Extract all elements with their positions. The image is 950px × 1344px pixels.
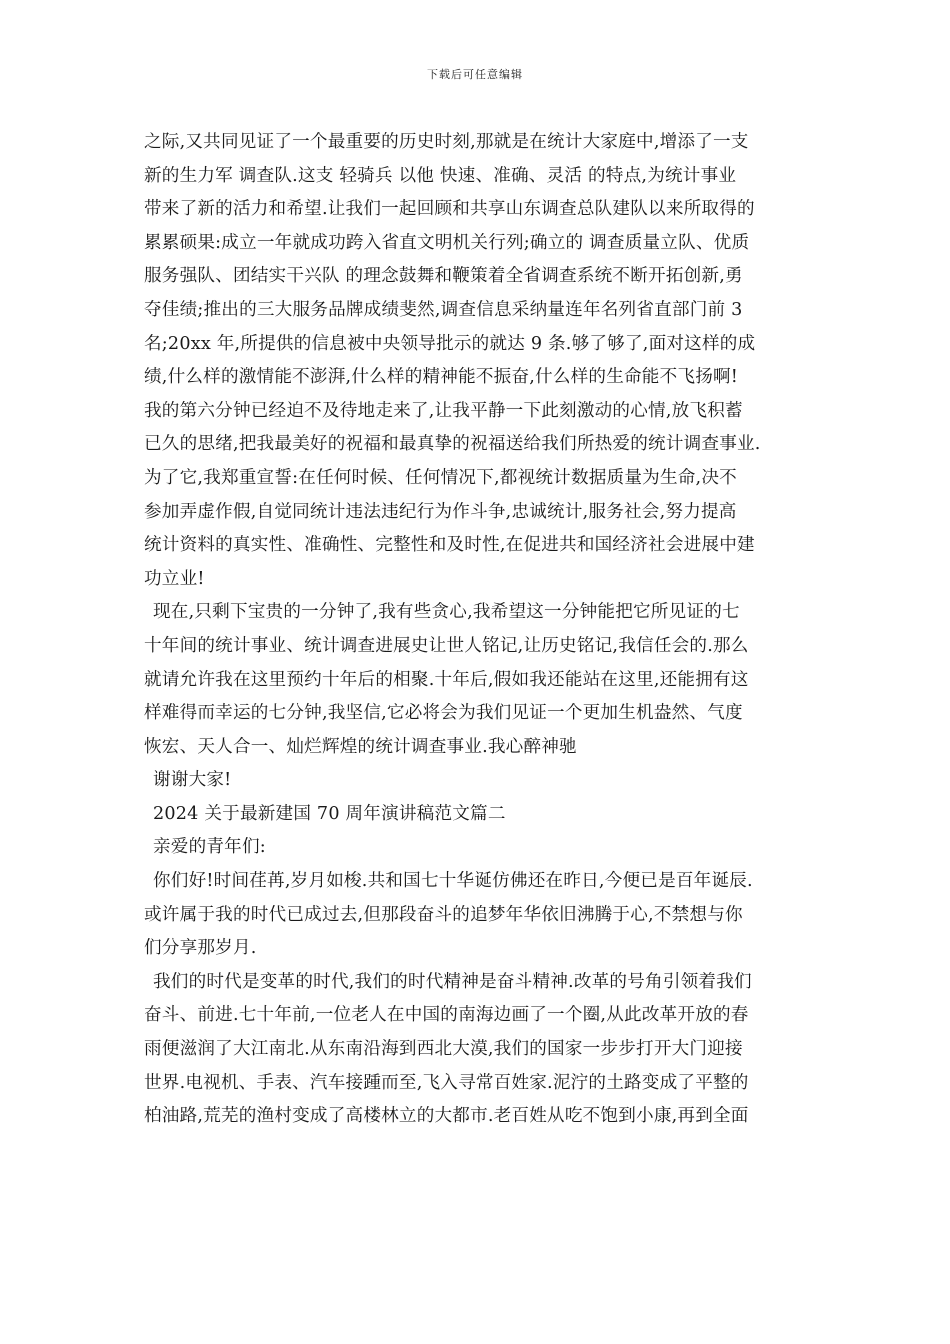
text-line: 夺佳绩;推出的三大服务品牌成绩斐然,调查信息采纳量连年名列省直部门前 3 (144, 299, 743, 320)
text-line: 之际,又共同见证了一个最重要的历史时刻,那就是在统计大家庭中,增添了一支 (144, 132, 749, 152)
text-line: 功立业! (144, 568, 205, 589)
text-line: 十年间的统计事业、统计调查进展史让世人铭记,让历史铭记,我信任会的.那么 (144, 635, 749, 656)
text-line: 服务强队、团结实干兴队 的理念鼓舞和鞭策着全省调查系统不断开拓创新,勇 (144, 266, 743, 287)
text-line: 2024 关于最新建国 70 周年演讲稿范文篇二 (153, 803, 506, 824)
text-line: 我们的时代是变革的时代,我们的时代精神是奋斗精神.改革的号角引领着我们 (153, 971, 752, 992)
document-body (144, 126, 814, 1134)
text-line: 绩,什么样的激情能不澎湃,什么样的精神能不振奋,什么样的生命能不飞扬啊! (144, 367, 739, 388)
text-line: 新的生力军 调查队.这支 轻骑兵 以他 快速、准确、灵活 的特点,为统计事业 (144, 165, 737, 186)
text-line: 带来了新的活力和希望.让我们一起回顾和共享山东调查总队建队以来所取得的 (144, 199, 755, 220)
text-line: 谢谢大家! (153, 770, 232, 791)
text-line: 就请允许我在这里预约十年后的相聚.十年后,假如我还能站在这里,还能拥有这 (144, 669, 749, 690)
text-line: 现在,只剩下宝贵的一分钟了,我有些贪心,我希望这一分钟能把它所见证的七 (153, 602, 740, 623)
text-line: 已久的思绪,把我最美好的祝福和最真挚的祝福送给我们所热爱的统计调查事业. (144, 434, 761, 455)
text-line: 你们好!时间荏苒,岁月如梭.共和国七十华诞仿佛还在昨日,今便已是百年诞辰. (153, 871, 753, 892)
text-line: 统计资料的真实性、准确性、完整性和及时性,在促进共和国经济社会进展中建 (144, 535, 755, 556)
page-header: 下载后可任意编辑 (427, 68, 523, 81)
text-line: 为了它,我郑重宣誓:在任何时候、任何情况下,都视统计数据质量为生命,决不 (144, 467, 737, 488)
text-line: 我的第六分钟已经迫不及待地走来了,让我平静一下此刻激动的心情,放飞积蓄 (144, 400, 743, 421)
text-line: 们分享那岁月. (144, 938, 257, 959)
text-line: 名;20xx 年,所提供的信息被中央领导批示的就达 9 条.够了够了,面对这样的成 (144, 333, 756, 354)
text-line: 或许属于我的时代已成过去,但那段奋斗的追梦年华依旧沸腾于心,不禁想与你 (144, 904, 743, 925)
text-line: 柏油路,荒芜的渔村变成了高楼林立的大都市.老百姓从吃不饱到小康,再到全面 (144, 1106, 749, 1127)
text-line: 亲爱的青年们: (153, 837, 266, 858)
text-line: 世界.电视机、手表、汽车接踵而至,飞入寻常百姓家.泥泞的土路变成了平整的 (144, 1072, 749, 1093)
text-line: 累累硕果:成立一年就成功跨入省直文明机关行列;确立的 调查质量立队、优质 (144, 232, 750, 253)
text-line: 奋斗、前进.七十年前,一位老人在中国的南海边画了一个圈,从此改革开放的春 (144, 1005, 749, 1026)
text-line: 样难得而幸运的七分钟,我坚信,它必将会为我们见证一个更加生机盎然、气度 (144, 703, 743, 724)
text-line: 雨便滋润了大江南北.从东南沿海到西北大漠,我们的国家一步步打开大门迎接 (144, 1039, 743, 1060)
text-line: 参加弄虚作假,自觉同统计违法违纪行为作斗争,忠诚统计,服务社会,努力提高 (144, 501, 737, 522)
text-line: 恢宏、天人合一、灿烂辉煌的统计调查事业.我心醉神驰 (144, 736, 577, 757)
